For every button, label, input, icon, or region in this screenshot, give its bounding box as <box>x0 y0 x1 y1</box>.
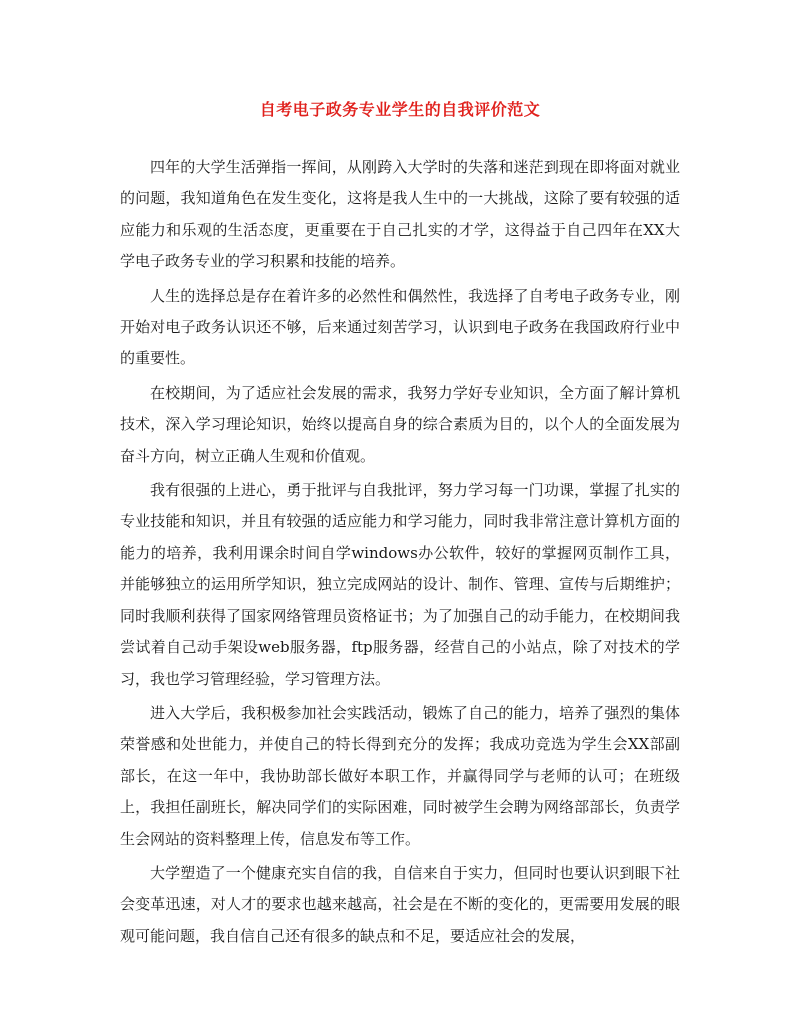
paragraph-1: 四年的大学生活弹指一挥间，从刚跨入大学时的失落和迷茫到现在即将面对就业的问题，我知道角色在发生变化，这将是我人生中的一大挑战，这除了要有较强的适应能力和乐观的生活态度，更重要在于自己扎实的才学，这得益于自己四年在XX大学电子政务专业的学习积累和技能的培养。 <box>120 158 680 271</box>
document-title: 自考电子政务专业学生的自我评价范文 <box>259 100 541 119</box>
paragraph-3: 在校期间，为了适应社会发展的需求，我努力学好专业知识，全方面了解计算机技术，深入学习理论知识，始终以提高自身的综合素质为目的，以个人的全面发展为奋斗方向，树立正确人生观和价值观。 <box>120 383 680 465</box>
document-body <box>120 152 680 952</box>
paragraph-4: 我有很强的上进心，勇于批评与自我批评，努力学习每一门功课，掌握了扎实的专业技能和知识，并且有较强的适应能力和学习能力，同时我非常注意计算机方面的能力的培养，我利用课余时间自学windows办公软件，较好的掌握网页制作工具，并能够独立的运用所学知识，独立完成网站的设计、制作、管理、宣传与后期维护；同时我顺利获得了国家网络管理员资格证书；为了加强自己的动手能力，在校期间我尝试着自己动手架设web服务器，ftp服务器，经营自己的小站点，除了对技术的学习，我也学习管理经验，学习管理方法。 <box>120 481 680 688</box>
paragraph-2: 人生的选择总是存在着许多的必然性和偶然性，我选择了自考电子政务专业，刚开始对电子政务认识还不够，后来通过刻苦学习，认识到电子政务在我国政府行业中的重要性。 <box>120 286 680 368</box>
document-page <box>120 98 680 955</box>
paragraph-5: 进入大学后，我积极参加社会实践活动，锻炼了自己的能力，培养了强烈的集体荣誉感和处世能力，并使自己的特长得到充分的发挥；我成功竞选为学生会XX部副部长，在这一年中，我协助部长做好本职工作，并赢得同学与老师的认可；在班级上，我担任副班长，解决同学们的实际困难，同时被学生会聘为网络部部长，负责学生会网站的资料整理上传，信息发布等工作。 <box>120 703 680 848</box>
paragraph-6: 大学塑造了一个健康充实自信的我，自信来自于实力，但同时也要认识到眼下社会变革迅速，对人才的要求也越来越高，社会是在不断的变化的，更需要用发展的眼观可能问题，我自信自己还有很多的缺点和不足，要适应社会的发展， <box>120 863 680 945</box>
